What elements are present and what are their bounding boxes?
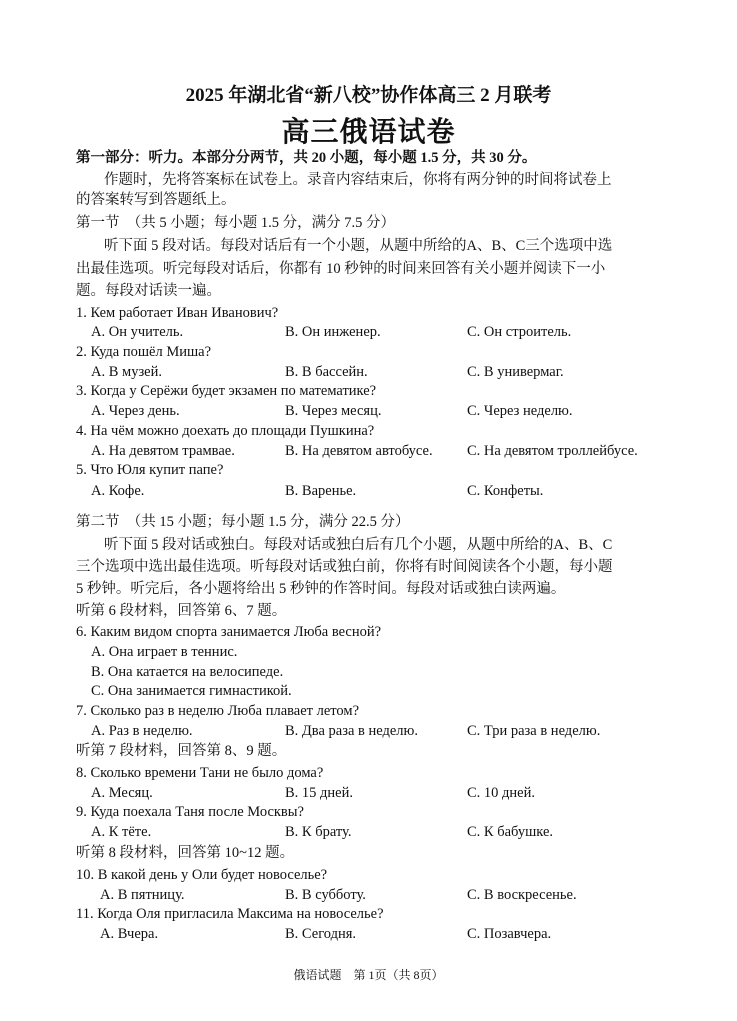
option-c: C. Конфеты. (467, 483, 544, 499)
option-c: C. Позавчера. (467, 926, 552, 942)
option-c: C. В воскресенье. (467, 887, 577, 903)
question-11-options (100, 924, 700, 944)
option-b: B. К брату. (285, 824, 352, 840)
option-b: B. В бассейн. (285, 364, 368, 380)
option-a: A. Кофе. (91, 483, 145, 499)
option-a: A. Раз в неделю. (91, 723, 193, 739)
option-c: C. В универмаг. (467, 364, 564, 380)
question-6-option-a: A. Она играет в теннис. (91, 644, 238, 660)
material-7-note: 听第 7 段材料，回答第 8、9 题。 (76, 743, 287, 759)
question-1: 1. Кем работает Иван Иванович? (76, 305, 279, 321)
option-b: B. Варенье. (285, 483, 357, 499)
option-a: A. Вчера. (100, 926, 159, 942)
material-6-note: 听第 6 段材料，回答第 6、7 题。 (76, 603, 287, 619)
page-footer: 俄语试题 第 1页（共 8页） (293, 968, 444, 982)
option-b: B. На девятом автобусе. (285, 443, 433, 459)
question-7-options (91, 721, 691, 741)
question-2-options (91, 362, 691, 382)
option-a: A. Он учитель. (91, 324, 184, 340)
option-a: A. Через день. (91, 403, 180, 419)
question-8: 8. Сколько времени Тани не было дома? (76, 765, 324, 781)
section1-instruction-line1: 听下面 5 段对话。每段对话后有一个小题，从题中所给的A、B、C三个选项中选 (104, 238, 613, 254)
option-c: C. 10 дней. (467, 785, 536, 801)
section2-instruction-line1: 听下面 5 段对话或独白。每段对话或独白后有几个小题，从题中所给的A、B、C (104, 537, 613, 553)
option-c: C. Через неделю. (467, 403, 573, 419)
option-b: B. Он инженер. (285, 324, 381, 340)
section1-instruction-line3: 题。每段对话读一遍。 (76, 283, 221, 299)
option-b: B. 15 дней. (285, 785, 354, 801)
question-10: 10. В какой день у Оли будет новоселье? (76, 867, 328, 883)
question-6-option-c: C. Она занимается гимнастикой. (91, 683, 292, 699)
section1-instruction-line2: 出最佳选项。听完每段对话后，你都有 10 秒钟的时间来回答有关小题并阅读下一小 (76, 261, 606, 277)
question-7: 7. Сколько раз в неделю Люба плавает летом? (76, 703, 360, 719)
question-9-options (91, 822, 691, 842)
part1-intro-line2: 的答案转写到答题纸上。 (76, 192, 236, 208)
question-5: 5. Что Юля купит папе? (76, 462, 224, 478)
exam-title: 2025 年湖北省“新八校”协作体高三 2 月联考 (185, 85, 552, 106)
section2-instruction-line2: 三个选项中选出最佳选项。听每段对话或独白前，你将有时间阅读各个小题，每小题 (76, 559, 613, 575)
option-c: C. Три раза в неделю. (467, 723, 601, 739)
option-a: A. Месяц. (91, 785, 153, 801)
question-11: 11. Когда Оля пригласила Максима на новоселье? (76, 906, 384, 922)
question-10-options (100, 885, 700, 905)
option-c: C. К бабушке. (467, 824, 554, 840)
option-c: C. Он строитель. (467, 324, 572, 340)
option-b: B. В субботу. (285, 887, 366, 903)
option-a: A. К тёте. (91, 824, 152, 840)
question-4: 4. На чём можно доехать до площади Пушкина? (76, 423, 375, 439)
question-6-option-b: B. Она катается на велосипеде. (91, 664, 284, 680)
section1-title: 第一节 （共 5 小题；每小题 1.5 分，满分 7.5 分） (76, 215, 395, 231)
option-b: B. Два раза в неделю. (285, 723, 418, 739)
question-3-options (91, 401, 691, 421)
option-a: A. На девятом трамвае. (91, 443, 235, 459)
exam-subtitle: 高三俄语试卷 (281, 117, 456, 148)
option-b: B. Сегодня. (285, 926, 357, 942)
section2-title: 第二节 （共 15 小题；每小题 1.5 分，满分 22.5 分） (76, 514, 410, 530)
question-1-options (91, 322, 691, 342)
option-b: B. Через месяц. (285, 403, 382, 419)
option-a: A. В музей. (91, 364, 162, 380)
section2-instruction-line3: 5 秒钟。听完后，各小题将给出 5 秒钟的作答时间。每段对话或独白读两遍。 (76, 581, 566, 597)
question-5-options (91, 481, 691, 501)
question-4-options (91, 441, 691, 461)
question-8-options (91, 783, 691, 803)
option-a: A. В пятницу. (100, 887, 185, 903)
question-6: 6. Каким видом спорта занимается Люба весной? (76, 624, 382, 640)
option-c: C. На девятом троллейбусе. (467, 443, 638, 459)
question-2: 2. Куда пошёл Миша? (76, 344, 212, 360)
material-8-note: 听第 8 段材料，回答第 10~12 题。 (76, 845, 295, 861)
question-9: 9. Куда поехала Таня после Москвы? (76, 804, 304, 820)
part1-intro-line1: 作题时，先将答案标在试卷上。录音内容结束后，你将有两分钟的时间将试卷上 (104, 172, 612, 188)
question-3: 3. Когда у Серёжи будет экзамен по математике? (76, 383, 377, 399)
part1-heading: 第一部分：听力。本部分分两节，共 20 小题，每小题 1.5 分，共 30 分。 (76, 150, 537, 166)
